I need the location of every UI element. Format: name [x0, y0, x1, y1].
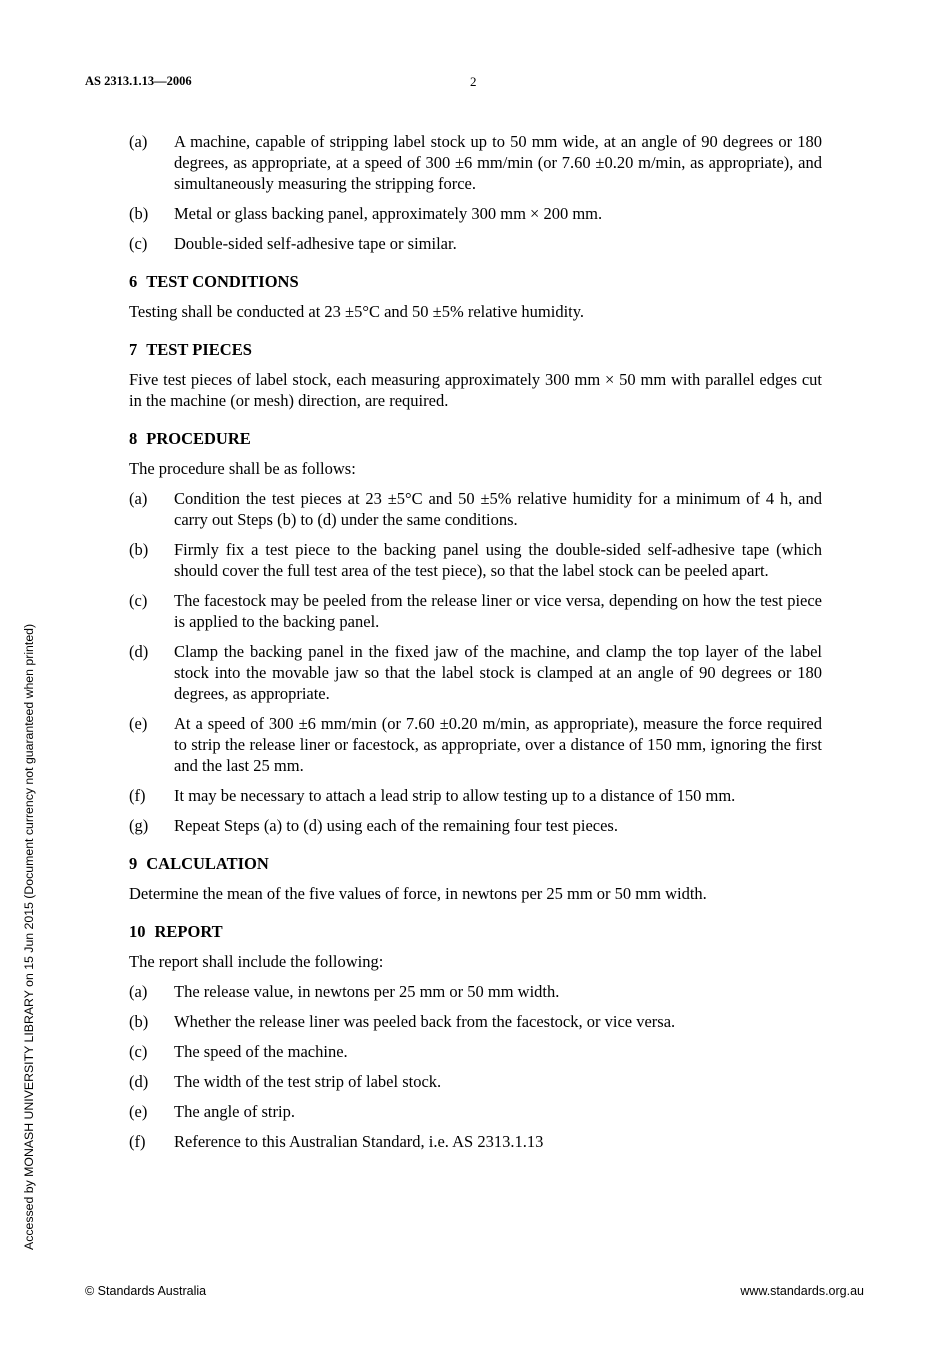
list-item — [129, 590, 822, 632]
list-item — [129, 203, 822, 224]
paragraph: Testing shall be conducted at 23 ±5°C and 50 ±5% relative humidity. — [129, 302, 585, 321]
item-text: The release value, in newtons per 25 mm or 50 mm width. — [174, 982, 560, 1001]
item-label: (f) — [129, 786, 146, 805]
item-label: (c) — [129, 1042, 148, 1061]
item-text: Metal or glass backing panel, approximately 300 mm × 200 mm. — [174, 204, 603, 223]
item-label: (e) — [129, 1102, 148, 1121]
list-item — [129, 1071, 822, 1092]
list-item — [129, 641, 822, 704]
section-title: TEST CONDITIONS — [146, 272, 299, 291]
item-label: (a) — [129, 132, 148, 151]
item-label: (d) — [129, 1072, 149, 1091]
item-label: (d) — [129, 642, 149, 661]
report-list — [129, 981, 822, 1152]
item-text: It may be necessary to attach a lead strip to allow testing up to a distance of 150 mm. — [174, 786, 736, 805]
item-text: Double-sided self-adhesive tape or similar. — [174, 234, 457, 253]
section-number: 8 — [129, 429, 138, 448]
section-heading — [129, 428, 822, 449]
item-text: Clamp the backing panel in the fixed jaw of the machine, and clamp the top layer of the label stock into the movable jaw so that the label stock is clamped at an angle of 90 degrees or 180 degrees, as appropriate. — [174, 642, 822, 703]
section-number: 10 — [129, 922, 146, 941]
item-text: At a speed of 300 ±6 mm/min (or 7.60 ±0.20 m/min, as appropriate), measure the force required to strip the release liner or facestock, as appropriate, over a distance of 150 mm, ignoring the first and the last 25 mm. — [174, 714, 822, 775]
item-text: The width of the test strip of label stock. — [174, 1072, 442, 1091]
section-heading — [129, 921, 822, 942]
access-watermark: Accessed by MONASH UNIVERSITY LIBRARY on 15 Jun 2015 (Document currency not guaranteed when printed) — [22, 623, 36, 1250]
list-item — [129, 488, 822, 530]
list-item — [129, 131, 822, 194]
section-number: 7 — [129, 340, 138, 359]
paragraph: Determine the mean of the five values of force, in newtons per 25 mm or 50 mm width. — [129, 884, 707, 903]
list-item — [129, 1011, 822, 1032]
copyright-notice: © Standards Australia — [85, 1284, 207, 1298]
item-text: Firmly fix a test piece to the backing panel using the double-sided self-adhesive tape (which should cover the full test area of the test piece), so that the label stock can be peeled apart. — [174, 540, 822, 580]
paragraph: The procedure shall be as follows: — [129, 459, 356, 478]
item-text: The facestock may be peeled from the release liner or vice versa, depending on how the test piece is applied to the backing panel. — [174, 591, 822, 631]
item-label: (b) — [129, 204, 149, 223]
item-label: (a) — [129, 489, 148, 508]
section-heading — [129, 271, 822, 292]
list-item — [129, 713, 822, 776]
page-number: 2 — [470, 74, 477, 89]
section-title: TEST PIECES — [146, 340, 252, 359]
standard-number: AS 2313.1.13—2006 — [85, 74, 192, 88]
document-body — [129, 131, 822, 1161]
section-heading — [129, 339, 822, 360]
paragraph: Five test pieces of label stock, each measuring approximately 300 mm × 50 mm with parallel edges cut in the machine (or mesh) direction, are required. — [129, 370, 822, 410]
list-item — [129, 815, 822, 836]
list-item — [129, 1131, 822, 1152]
list-item — [129, 1041, 822, 1062]
item-label: (a) — [129, 982, 148, 1001]
item-label: (b) — [129, 540, 149, 559]
item-text: Whether the release liner was peeled back from the facestock, or vice versa. — [174, 1012, 676, 1031]
list-item — [129, 1101, 822, 1122]
paragraph: The report shall include the following: — [129, 952, 384, 971]
item-text: Condition the test pieces at 23 ±5°C and 50 ±5% relative humidity for a minimum of 4 h, and carry out Steps (b) to (d) under the same conditions. — [174, 489, 822, 529]
list-item — [129, 233, 822, 254]
item-label: (b) — [129, 1012, 149, 1031]
item-text: Reference to this Australian Standard, i.e. AS 2313.1.13 — [174, 1132, 544, 1151]
list-item — [129, 539, 822, 581]
section-title: REPORT — [154, 922, 223, 941]
item-label: (f) — [129, 1132, 146, 1151]
apparatus-list — [129, 131, 822, 254]
procedure-list — [129, 488, 822, 836]
item-label: (c) — [129, 591, 148, 610]
item-text: Repeat Steps (a) to (d) using each of the remaining four test pieces. — [174, 816, 618, 835]
section-title: PROCEDURE — [146, 429, 251, 448]
item-label: (g) — [129, 816, 149, 835]
item-text: The angle of strip. — [174, 1102, 295, 1121]
item-text: The speed of the machine. — [174, 1042, 348, 1061]
list-item — [129, 785, 822, 806]
section-number: 6 — [129, 272, 138, 291]
list-item — [129, 981, 822, 1002]
item-label: (e) — [129, 714, 148, 733]
item-label: (c) — [129, 234, 148, 253]
item-text: A machine, capable of stripping label stock up to 50 mm wide, at an angle of 90 degrees or 180 degrees, as appropriate, at a speed of 300 ±6 mm/min (or 7.60 ±0.20 m/min, as appropriate), and simultaneously measuring the stripping force. — [174, 132, 822, 193]
section-title: CALCULATION — [146, 854, 269, 873]
section-heading — [129, 853, 822, 874]
section-number: 9 — [129, 854, 138, 873]
website-url: www.standards.org.au — [740, 1284, 864, 1298]
